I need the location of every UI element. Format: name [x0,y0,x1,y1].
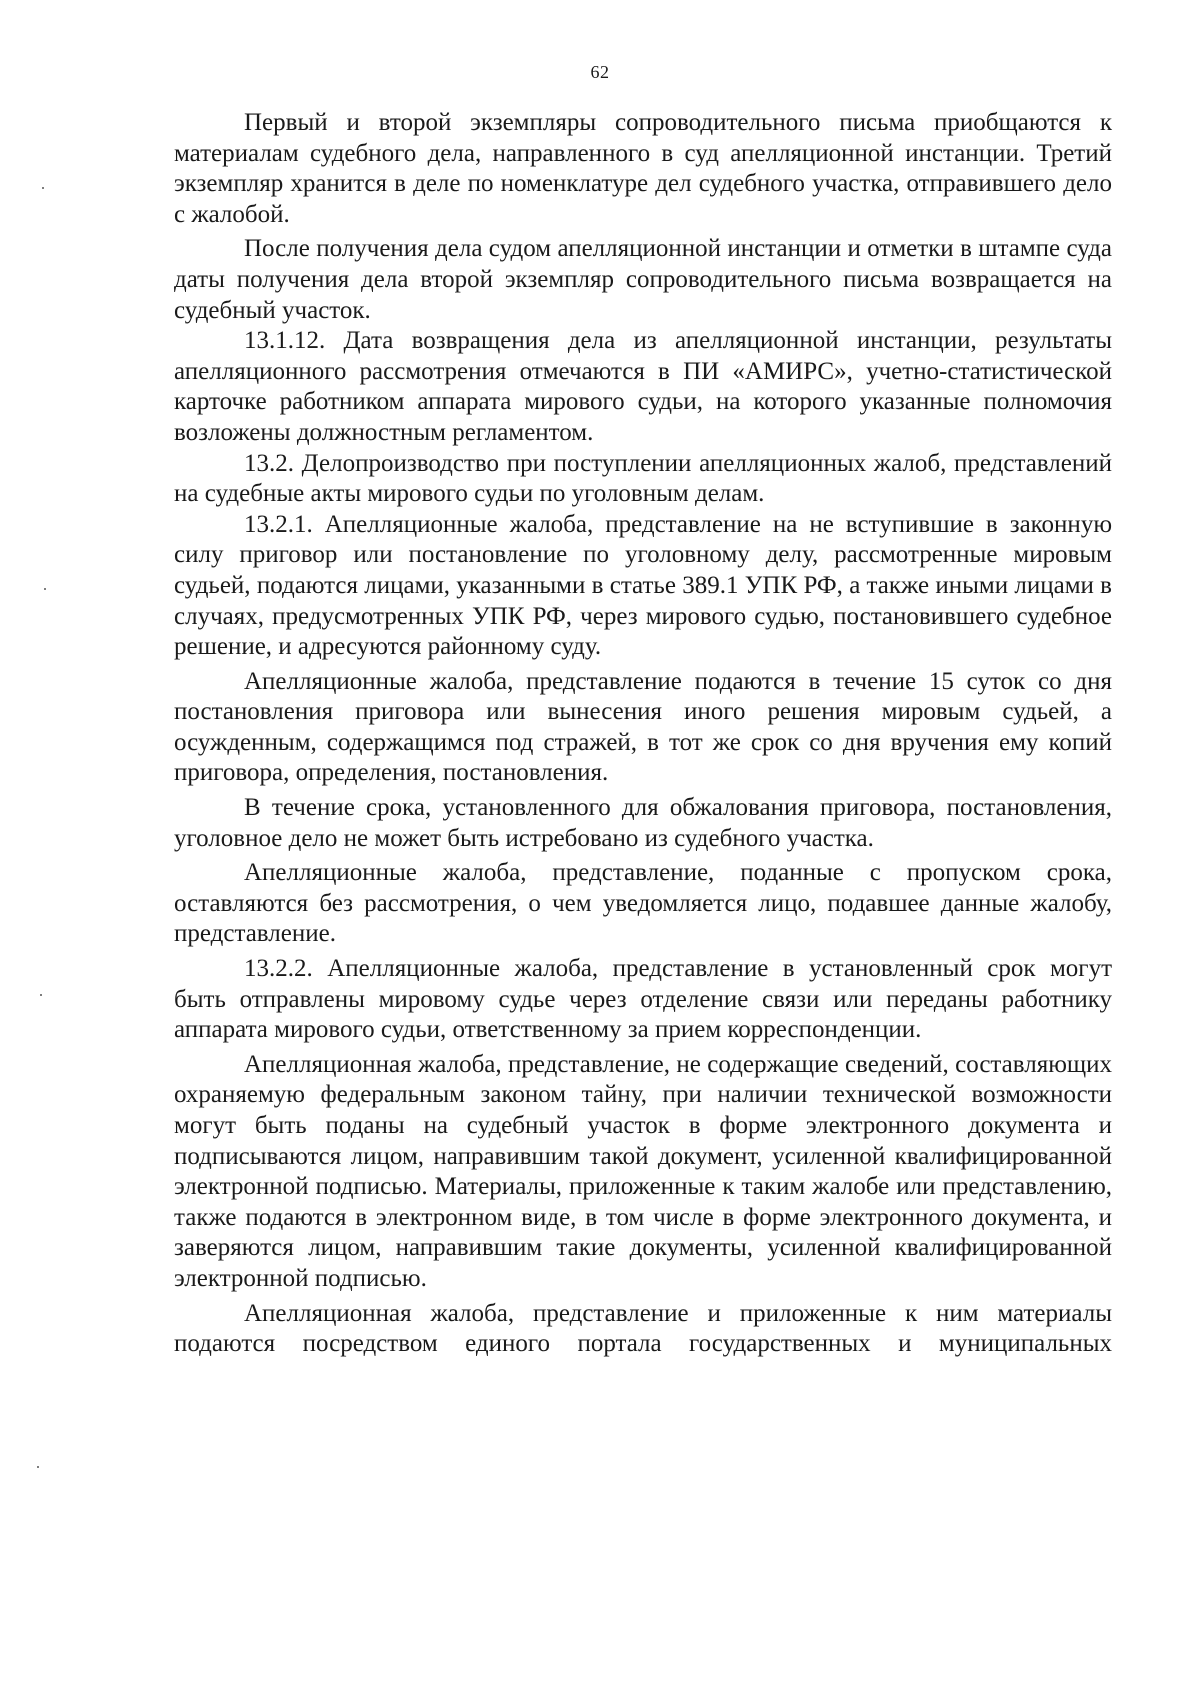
page-number: 62 [590,62,610,82]
paragraph-9: 13.2.2. Апелляционные жалоба, представление в установленный срок могут быть отправлены мировому судье через отделение связи или переданы работнику аппарата мирового судьи, ответственному за прием корреспонденции. [174,955,1112,1044]
scan-speck [40,994,42,996]
paragraph-8: Апелляционные жалоба, представление, поданные с пропуском срока, оставляются без рассмотрения, о чем уведомляется лицо, подавшее данные жалобу, представление. [174,859,1112,948]
paragraph-3: 13.1.12. Дата возвращения дела из апелляционной инстанции, результаты апелляционного рассмотрения отмечаются в ПИ «АМИРС», учетно-статистической карточке работником аппарата мирового судьи, на которого указанные полномочия возложены должностным регламентом. [174,327,1112,446]
paragraph-1: Первый и второй экземпляры сопроводительного письма приобщаются к материалам судебного дела, направленного в суд апелляционной инстанции. Третий экземпляр хранится в деле по номенклатуре дел судебного участка, отправившего дело с жалобой. [174,109,1112,228]
paragraph-10: Апелляционная жалоба, представление, не содержащие сведений, составляющих охраняемую федеральным законом тайну, при наличии технической возможности могут быть поданы на судебный участок в форме электронного документа и подписываются лицом, направившим такой документ, усиленной квалифицированной электронной подписью. Материалы, приложенные к таким жалобе или представлению, также подаются в электронном виде, в том числе в форме электронного документа, и заверяются лицом, направившим такие документы, усиленной квалифицированной электронной подписью. [174,1050,1112,1292]
paragraph-4: 13.2. Делопроизводство при поступлении апелляционных жалоб, представлений на судебные акты мирового судьи по уголовным делам. [174,449,1112,508]
paragraph-5: 13.2.1. Апелляционные жалоба, представление на не вступившие в законную силу приговор или постановление по уголовному делу, рассмотренные мировым судьей, подаются лицами, указанными в статье 389.1 УПК РФ, а также иными лицами в случаях, предусмотренных УПК РФ, через мирового судью, постановившего судебное решение, и адресуются районному суду. [174,510,1112,661]
paragraph-7: В течение срока, установленного для обжалования приговора, постановления, уголовное дело не может быть истребовано из судебного участка. [174,794,1112,852]
scan-speck [42,187,44,189]
paragraph-2: После получения дела судом апелляционной инстанции и отметки в штампе суда даты получения дела второй экземпляр сопроводительного письма возвращается на судебный участок. [174,235,1112,324]
scan-speck [37,1466,39,1468]
document-body [174,108,1112,1360]
paragraph-6: Апелляционные жалоба, представление подаются в течение 15 суток со дня постановления приговора или вынесения иного решения мировым судьей, а осужденным, содержащимся под стражей, в тот же срок со дня вручения ему копий приговора, определения, постановления. [174,667,1112,787]
paragraph-11: Апелляционная жалоба, представление и приложенные к ним материалы подаются посредством единого портала государственных и муниципальных [174,1299,1112,1358]
scan-speck [44,588,46,590]
